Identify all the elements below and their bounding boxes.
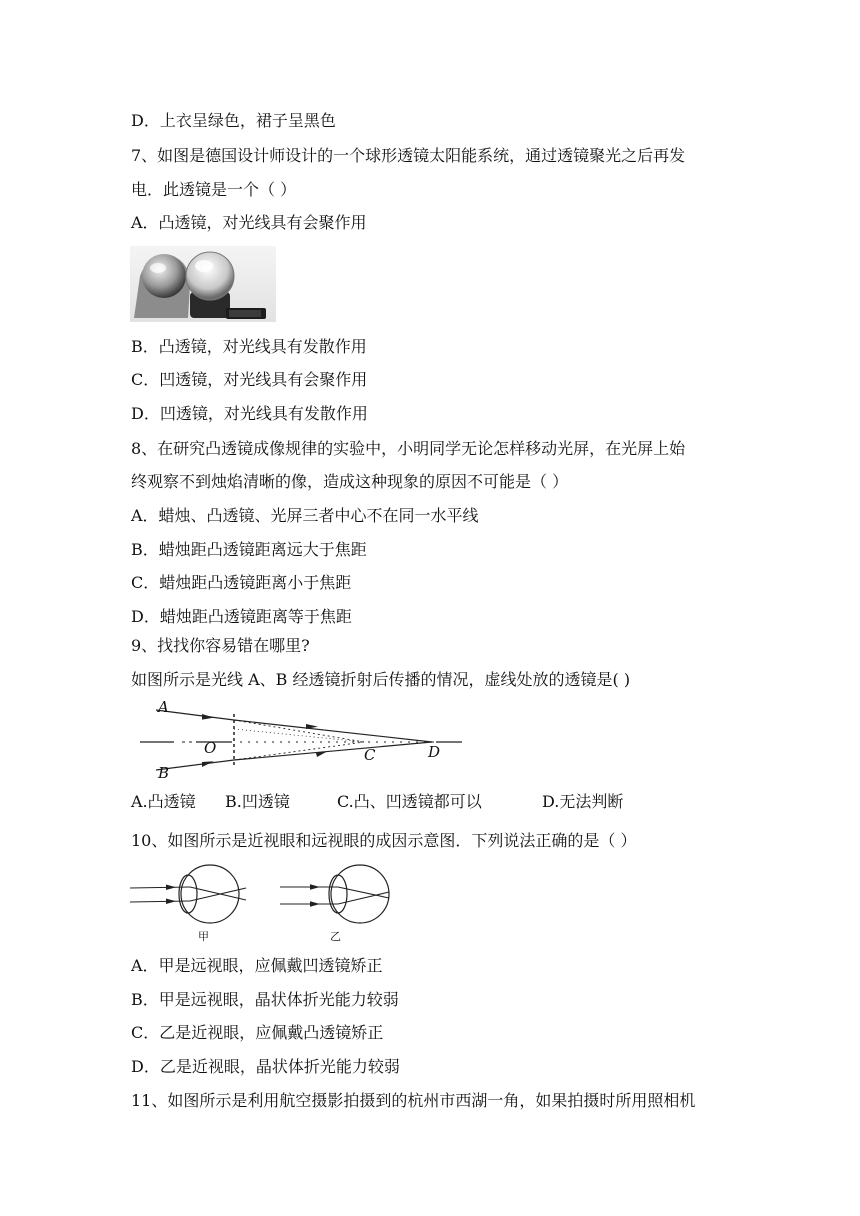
q8-option-d: D．蜡烛距凸透镜距离等于焦距 (131, 607, 352, 626)
q10-option-b: B．甲是远视眼，晶状体折光能力较弱 (131, 990, 399, 1009)
solar-lens-photo (130, 246, 276, 322)
ray-label-a: A (158, 698, 169, 716)
question-11-stem: 11、如图所示是利用航空摄影拍摄到的杭州市西湖一角，如果拍摄时所用照相机 (131, 1091, 696, 1110)
q8-option-b: B．蜡烛距凸透镜距离远大于焦距 (131, 540, 367, 559)
question-7-line2: 电．此透镜是一个（ ） (131, 180, 297, 199)
q8-option-a: A．蜡烛、凸透镜、光屏三者中心不在同一水平线 (131, 506, 479, 525)
q9-option-b: B.凹透镜 (225, 792, 290, 811)
q9-option-d: D.无法判断 (542, 792, 624, 811)
question-8-line2: 终观察不到烛焰清晰的像，造成这种现象的原因不可能是（ ） (131, 472, 569, 491)
q10-option-c: C．乙是近视眼，应佩戴凸透镜矫正 (131, 1023, 384, 1042)
eye-label-right: 乙 (330, 930, 341, 943)
ray-label-b: B (158, 764, 170, 782)
q7-option-d: D．凹透镜，对光线具有发散作用 (131, 404, 368, 423)
question-8-line1: 8、在研究凸透镜成像规律的实验中，小明同学无论怎样移动光屏，在光屏上始 (131, 439, 686, 458)
point-label-d: D (428, 743, 441, 761)
eye-diagrams (130, 860, 400, 944)
q10-option-d: D．乙是近视眼，晶状体折光能力较弱 (131, 1057, 400, 1076)
q9-option-c: C.凸、凹透镜都可以 (337, 792, 482, 811)
option-d-q6: D．上衣呈绿色，裙子呈黑色 (131, 111, 336, 130)
point-label-c: C (364, 746, 376, 764)
q7-option-b: B．凸透镜，对光线具有发散作用 (131, 337, 367, 356)
eye-label-left: 甲 (198, 930, 209, 943)
lens-ray-diagram (136, 698, 466, 782)
q7-option-c: C．凹透镜，对光线具有会聚作用 (131, 370, 368, 389)
question-9-stem: 如图所示是光线 A、B 经透镜折射后传播的情况，虚线处放的透镜是( ) (131, 670, 631, 689)
question-9-title: 9、找找你容易错在哪里? (131, 636, 310, 655)
question-10-stem: 10、如图所示是近视眼和远视眼的成因示意图．下列说法正确的是（ ） (131, 831, 637, 850)
q8-option-c: C．蜡烛距凸透镜距离小于焦距 (131, 573, 352, 592)
question-7-line1: 7、如图是德国设计师设计的一个球形透镜太阳能系统，通过透镜聚光之后再发 (131, 146, 686, 165)
q10-option-a: A．甲是远视眼，应佩戴凹透镜矫正 (131, 956, 383, 975)
q7-option-a: A．凸透镜，对光线具有会聚作用 (131, 213, 367, 232)
point-label-o: O (204, 739, 217, 757)
q9-option-a: A.凸透镜 (131, 792, 196, 811)
